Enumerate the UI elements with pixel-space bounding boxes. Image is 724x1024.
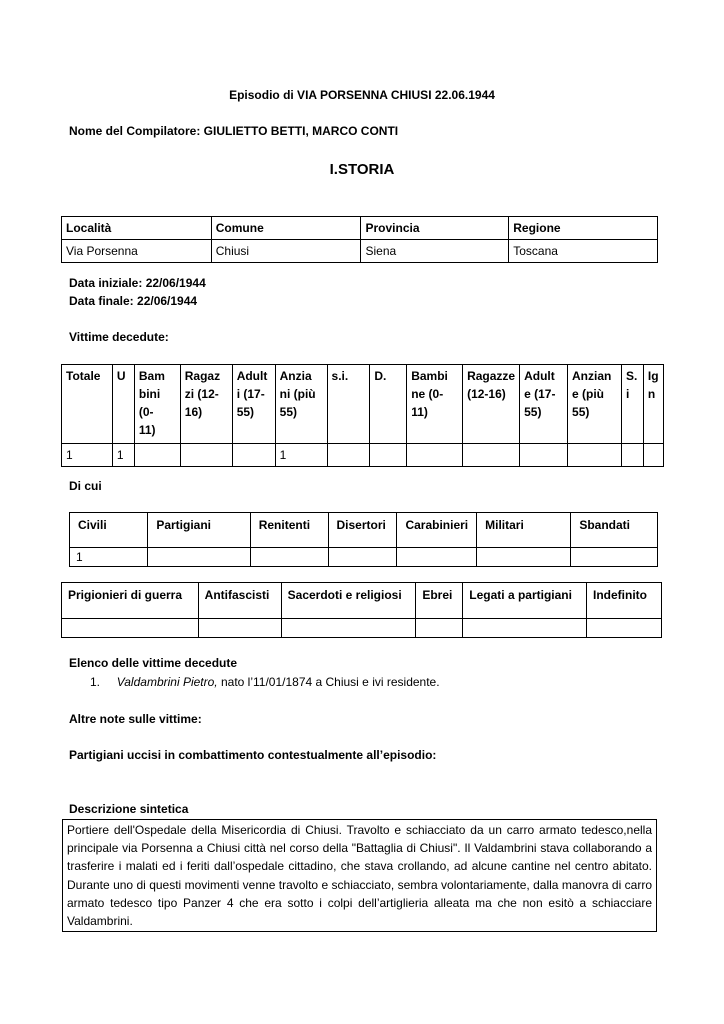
category-table-1 (69, 512, 658, 567)
category2-header-cell-2: Sacerdoti e religiosi (281, 583, 416, 619)
victims-header-cell-7: D. (370, 365, 407, 444)
category1-header-cell-5: Militari (477, 513, 571, 548)
category-table-1-row (70, 548, 658, 567)
victims-table (61, 364, 664, 467)
category2-header-cell-3: Ebrei (416, 583, 463, 619)
category2-value-cell-0 (62, 619, 199, 638)
location-header-cell-3: Regione (509, 217, 658, 240)
location-table (61, 216, 658, 263)
victims-header-cell-4: Adult i (17- 55) (232, 365, 275, 444)
victims-value-cell-13 (643, 444, 663, 467)
category-table-1-header (70, 513, 658, 548)
partisans-label: Partigiani uccisi in combattimento contestualmente all’episodio: (69, 748, 437, 762)
category2-header-cell-5: Indefinito (587, 583, 662, 619)
location-value-cell-3: Toscana (509, 240, 658, 263)
victims-value-cell-1: 1 (112, 444, 134, 467)
category1-value-cell-5 (477, 548, 571, 567)
section-title: I.STORIA (329, 161, 395, 178)
victims-value-cell-0: 1 (62, 444, 113, 467)
location-value-cell-1: Chiusi (211, 240, 361, 263)
category1-value-cell-3 (328, 548, 397, 567)
victims-list-label: Elenco delle vittime decedute (69, 656, 238, 670)
episode-title (0, 88, 724, 102)
victims-label: Vittime decedute: (69, 330, 169, 344)
victims-value-cell-7 (370, 444, 407, 467)
episode-title-text: Episodio di VIA PORSENNA CHIUSI 22.06.1944 (229, 88, 495, 102)
victims-header-cell-13: Ig n (643, 365, 663, 444)
victims-value-cell-3 (180, 444, 232, 467)
category-table-2-row (62, 619, 662, 638)
victims-list (90, 675, 440, 689)
other-notes-label: Altre note sulle vittime: (69, 712, 202, 726)
location-table-header (62, 217, 658, 240)
description-label: Descrizione sintetica (69, 802, 189, 816)
category2-value-cell-3 (416, 619, 463, 638)
category1-value-cell-1 (148, 548, 250, 567)
category2-value-cell-4 (463, 619, 587, 638)
category2-header-cell-0: Prigionieri di guerra (62, 583, 199, 619)
category1-header-cell-3: Disertori (328, 513, 397, 548)
victims-header-cell-11: Anzian e (più 55) (568, 365, 622, 444)
victims-header-cell-3: Ragaz zi (12- 16) (180, 365, 232, 444)
category1-header-cell-2: Renitenti (250, 513, 328, 548)
compiler-line: Nome del Compilatore: GIULIETTO BETTI, MARCO CONTI (69, 124, 399, 138)
victims-header-cell-12: S. i (621, 365, 643, 444)
victims-value-cell-6 (327, 444, 370, 467)
description-box: Portiere dell'Ospedale della Misericordia di Chiusi. Travolto e schiacciato da un carro armato tedesco,nella principale via Porsenna a Chiusi città nel corso della "Battaglia di Chiusi". Il Valdambrini stava collaborando a trasferire i malati ed i feriti dall’ospedale cittadino, che stava crollando, ad alcune cantine nel centro abitato. Durante uno di questi movimenti venne travolto e schiacciato, sembra volontariamente, dalla manovra di carro armato tedesco tipo Panzer 4 che era sotto i colpi dell’artiglieria alleata ma che non esitò a schiacciare Valdambrini. (62, 819, 657, 932)
category1-value-cell-2 (250, 548, 328, 567)
category-table-2 (61, 582, 662, 638)
victims-header-cell-6: s.i. (327, 365, 370, 444)
victims-value-cell-12 (621, 444, 643, 467)
victims-header-cell-8: Bambi ne (0- 11) (407, 365, 463, 444)
category2-header-cell-1: Antifascisti (198, 583, 281, 619)
category2-value-cell-5 (587, 619, 662, 638)
category1-header-cell-0: Civili (70, 513, 148, 548)
victims-value-cell-8 (407, 444, 463, 467)
location-value-cell-2: Siena (361, 240, 509, 263)
victims-header-cell-9: Ragazze (12-16) (463, 365, 520, 444)
date-start: Data iniziale: 22/06/1944 (69, 276, 206, 290)
location-header-cell-2: Provincia (361, 217, 509, 240)
location-table-row (62, 240, 658, 263)
victims-value-cell-5: 1 (275, 444, 327, 467)
date-end: Data finale: 22/06/1944 (69, 294, 198, 308)
victims-value-cell-10 (520, 444, 568, 467)
category-table-2-header (62, 583, 662, 619)
location-header-cell-1: Comune (211, 217, 361, 240)
victims-header-cell-0: Totale (62, 365, 113, 444)
victim-details: nato l’11/01/1874 a Chiusi e ivi residente. (217, 675, 440, 689)
victims-header-cell-10: Adult e (17- 55) (520, 365, 568, 444)
victim-name: Valdambrini Pietro, (116, 675, 218, 689)
category1-value-cell-6 (571, 548, 658, 567)
category2-header-cell-4: Legati a partigiani (463, 583, 587, 619)
category2-value-cell-1 (198, 619, 281, 638)
dicui-label: Di cui (69, 479, 102, 493)
location-header-cell-0: Località (62, 217, 212, 240)
category1-header-cell-4: Carabinieri (397, 513, 477, 548)
location-value-cell-0: Via Porsenna (62, 240, 212, 263)
category1-value-cell-4 (397, 548, 477, 567)
victims-value-cell-9 (463, 444, 520, 467)
category1-value-cell-0: 1 (70, 548, 148, 567)
victims-header-cell-5: Anzia ni (più 55) (275, 365, 327, 444)
victims-header-cell-1: U (112, 365, 134, 444)
victims-value-cell-2 (134, 444, 180, 467)
category2-value-cell-2 (281, 619, 416, 638)
category1-header-cell-6: Sbandati (571, 513, 658, 548)
victims-value-cell-4 (232, 444, 275, 467)
victims-table-header (62, 365, 664, 444)
victims-header-cell-2: Bam bini (0- 11) (134, 365, 180, 444)
category1-header-cell-1: Partigiani (148, 513, 250, 548)
victims-table-row (62, 444, 664, 467)
victims-value-cell-11 (568, 444, 622, 467)
list-item-number: 1. (90, 675, 101, 689)
